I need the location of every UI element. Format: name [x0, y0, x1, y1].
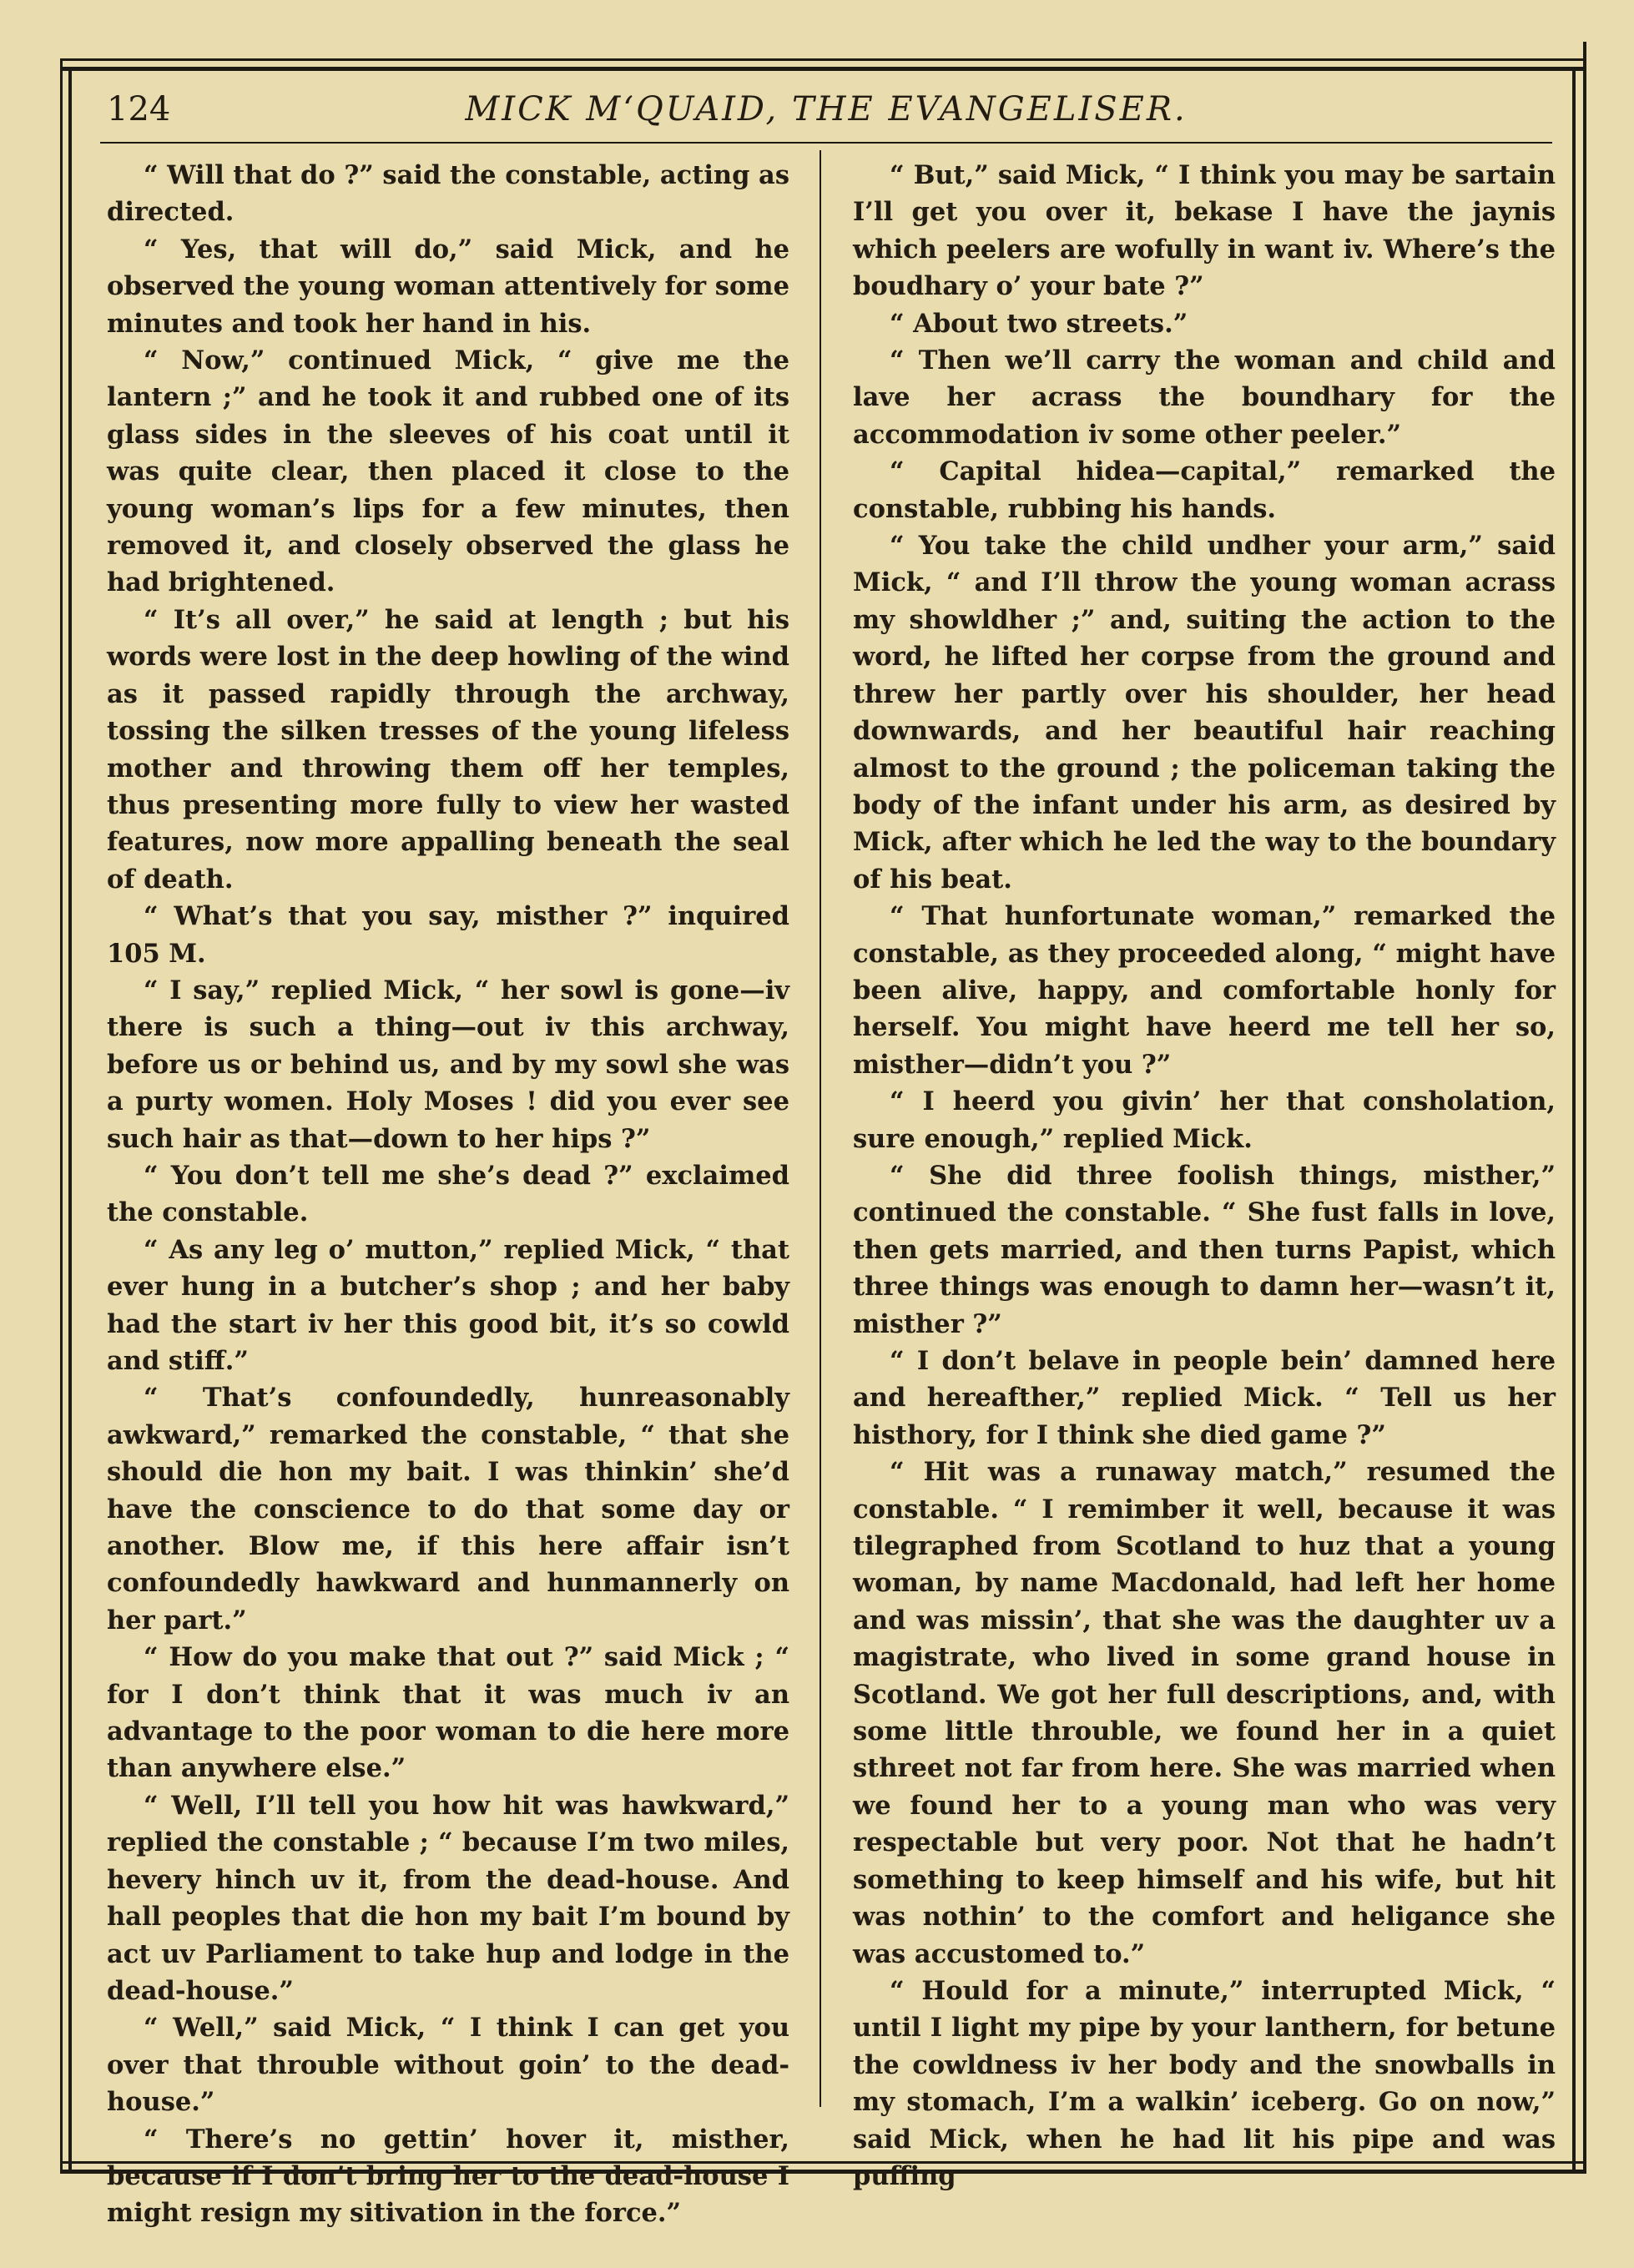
- paragraph: “ That hunfortunate woman,” remarked the constable, as they proceeded along, “ might have been alive, happy, and comfortable honly for herself. You might have heerd me tell her so, misther—didn’t you ?”: [853, 901, 1556, 1080]
- paragraph: “ Now,” continued Mick, “ give me the lantern ;” and he took it and rubbed one of its glass sides in the sleeves of his coat until it was quite clear, then placed it close to the young woman’s lips for a few minutes, then removed it, and closely observed the glass he had brightened.: [107, 345, 789, 598]
- paragraph: “ I don’t belave in people bein’ damned here and hereafther,” replied Mick. “ Tell us her histhory, for I think she died game ?”: [853, 1346, 1556, 1450]
- paragraph: “ Will that do ?” said the constable, acting as directed.: [107, 160, 789, 228]
- paragraph: “ As any leg o’ mutton,” replied Mick, “ that ever hung in a butcher’s shop ; and her baby had the start iv her this good bit, it’s so cowld and stiff.”: [107, 1234, 789, 1376]
- left-border-thin: [60, 58, 63, 2174]
- paragraph: “ About two streets.”: [890, 308, 1188, 339]
- paragraph: “ What’s that you say, misther ?” inquired 105 M.: [107, 901, 789, 969]
- header-underline: [100, 142, 1552, 144]
- top-rule-thick: [60, 67, 1586, 71]
- paragraph: “ Hould for a minute,” interrupted Mick, “ until I light my pipe by your lanthern, for betune the cowldness iv her body and the snowballs in my stomach, I’m a walkin’ iceberg. Go on now,” said Mick, when he had lit his pipe and was puffing: [853, 1975, 1556, 2191]
- paragraph: “ Hit was a runaway match,” resumed the constable. “ I remimber it well, because it was tilegraphed from Scotland to huz that a young woman, by name Macdonald, had left her home and was missin’, that she was the daughter uv a magistrate, who lived in some grand house in Scotland. We got her full descriptions, and, with some little throuble, we found her in a quiet sthreet not far from here. She was married when we found her to a young man who was very respectable but very poor. Not that he hadn’t something to keep himself and his wife, but hit was nothin’ to the comfort and heligance she was accustomed to.”: [853, 1457, 1556, 1969]
- paragraph: “ Yes, that will do,” said Mick, and he observed the young woman attentively for some minutes and took her hand in his.: [107, 234, 789, 339]
- page-number: 124: [107, 90, 171, 129]
- paragraph: “ You don’t tell me she’s dead ?” exclaimed the constable.: [107, 1160, 789, 1228]
- paragraph: “ Capital hidea—capital,” remarked the constable, rubbing his hands.: [853, 456, 1556, 524]
- paragraph: “ I say,” replied Mick, “ her sowl is gone—iv there is such a thing—out iv this archway, before us or behind us, and by my sowl she was a purty women. Holy Moses ! did you ever see such hair as that—down to her hips ?”: [107, 975, 789, 1154]
- paragraph: “ That’s confoundedly, hunreasonably awkward,” remarked the constable, “ that she should die hon my bait. I was thinkin’ she’d have the conscience to do that some day or another. Blow me, if this here affair isn’t confoundedly hawkward and hunmannerly on her part.”: [107, 1383, 789, 1635]
- right-column: [853, 157, 1556, 2191]
- paragraph: “ I heerd you givin’ her that consholation, sure enough,” replied Mick.: [853, 1086, 1556, 1154]
- right-border-thin: [1583, 42, 1586, 2174]
- left-border-thick: [68, 67, 72, 2170]
- paragraph: “ Well,” said Mick, “ I think I can get you over that throuble without goin’ to the dead-house.”: [107, 2013, 789, 2118]
- paragraph: “ Then we’ll carry the woman and child and lave her acrass the boundhary for the accommodation iv some other peeler.”: [853, 345, 1556, 450]
- paragraph: “ You take the child undher your arm,” said Mick, “ and I’ll throw the young woman acrass my showldher ;” and, suiting the action to the word, he lifted her corpse from the ground and threw her partly over his shoulder, her head downwards, and her beautiful hair reaching almost to the ground ; the policeman taking the body of the infant under his arm, as desired by Mick, after which he led the way to the boundary of his beat.: [853, 531, 1556, 895]
- paragraph: “ There’s no gettin’ hover it, misther, because if I don’t bring her to the dead-house I might resign my sitivation in the force.”: [107, 2124, 789, 2229]
- right-border-thick: [1572, 67, 1576, 2170]
- left-column: [107, 157, 789, 2229]
- paragraph: “ She did three foolish things, misther,” continued the constable. “ She fust falls in love, then gets married, and then turns Papist, which three things was enough to damn her—wasn’t it, misther ?”: [853, 1160, 1556, 1339]
- paragraph: “ It’s all over,” he said at length ; but his words were lost in the deep howling of the wind as it passed rapidly through the archway, tossing the silken tresses of the young lifeless mother and throwing them off her temples, thus presenting more fully to view her wasted features, now more appalling beneath the seal of death.: [107, 604, 789, 895]
- page-header: [100, 83, 1552, 134]
- column-divider: [820, 150, 821, 2107]
- running-title: MICK M‘QUAID, THE EVANGELISER.: [465, 90, 1188, 129]
- top-rule-thin: [60, 58, 1586, 61]
- paragraph: “ Well, I’ll tell you how hit was hawkward,” replied the constable ; “ because I’m two miles, hevery hinch uv it, from the dead-house. And hall peoples that die hon my bait I’m bound by act uv Parliament to take hup and lodge in the dead-house.”: [107, 1790, 789, 2006]
- paragraph: “ But,” said Mick, “ I think you may be sartain I’ll get you over it, bekase I have the jaynis which peelers are wofully in want iv. Where’s the boudhary o’ your bate ?”: [853, 160, 1556, 302]
- paragraph: “ How do you make that out ?” said Mick ; “ for I don’t think that it was much iv an advantage to the poor woman to die here more than anywhere else.”: [107, 1642, 789, 1784]
